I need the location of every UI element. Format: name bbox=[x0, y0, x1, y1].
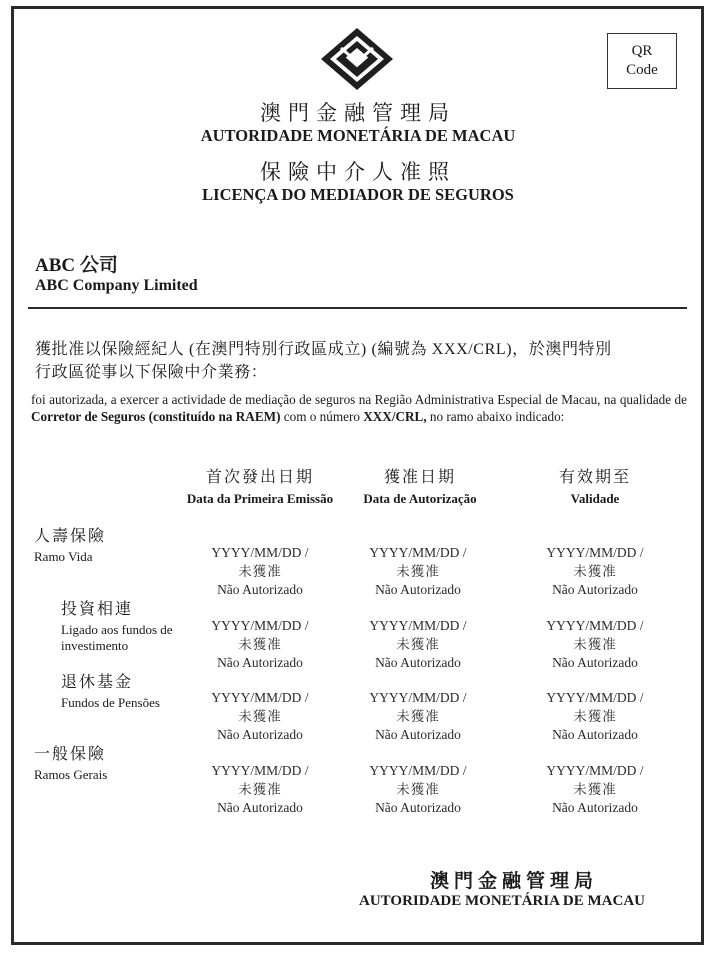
table-cell bbox=[520, 762, 670, 818]
cell-date: YYYY/MM/DD / bbox=[546, 763, 644, 778]
cell-status-pt: Não Autorizado bbox=[552, 655, 638, 670]
authority-title-zh: 澳門金融管理局 bbox=[260, 101, 456, 125]
authorization-text-zh bbox=[35, 338, 687, 384]
pt-text-part1: foi autorizada, a exercer a actividade de mediação de seguros na Região Administrativa Especial de Macau, na qualidade de bbox=[31, 392, 687, 407]
authorization-text-pt bbox=[31, 391, 687, 425]
table-cell bbox=[185, 544, 335, 600]
column-header-pt: Validade bbox=[570, 491, 620, 506]
column-header-zh: 有效期至 bbox=[558, 469, 631, 486]
cell-status-pt: Não Autorizado bbox=[375, 582, 461, 597]
cell-status-zh: 未獲准 bbox=[238, 636, 282, 652]
cell-status-zh: 未獲准 bbox=[573, 563, 617, 579]
cell-status-pt: Não Autorizado bbox=[375, 655, 461, 670]
table-cell bbox=[185, 762, 335, 818]
cell-status-pt: Não Autorizado bbox=[217, 655, 303, 670]
cell-date: YYYY/MM/DD / bbox=[546, 545, 644, 560]
cell-status-zh: 未獲准 bbox=[238, 708, 282, 724]
cell-status-zh: 未獲准 bbox=[573, 708, 617, 724]
pt-text-broker-type: Corretor de Seguros (constituído na RAEM) bbox=[31, 409, 281, 424]
cell-date: YYYY/MM/DD / bbox=[211, 690, 309, 705]
cell-status-pt: Não Autorizado bbox=[552, 582, 638, 597]
divider bbox=[28, 307, 687, 309]
row-label-general bbox=[34, 747, 107, 783]
license-title-pt: LICENÇA DO MEDIADOR DE SEGUROS bbox=[202, 185, 514, 204]
row-label-zh: 退休基金 bbox=[61, 674, 134, 691]
row-label-pt: Ligado aos fundos de investimento bbox=[61, 622, 173, 653]
cell-status-zh: 未獲准 bbox=[573, 781, 617, 797]
column-header-pt: Data de Autorização bbox=[363, 491, 477, 506]
pt-text-part2: com o número bbox=[280, 409, 364, 424]
cell-status-pt: Não Autorizado bbox=[552, 800, 638, 815]
row-label-pt: Ramos Gerais bbox=[34, 767, 108, 782]
row-label-pt: Fundos de Pensões bbox=[61, 695, 160, 710]
row-label-zh: 人壽保險 bbox=[34, 528, 107, 545]
qr-label-line1: QR bbox=[631, 43, 653, 59]
table-cell bbox=[185, 689, 335, 745]
row-label-zh: 一般保險 bbox=[34, 746, 107, 763]
cell-date: YYYY/MM/DD / bbox=[211, 763, 309, 778]
row-label-life bbox=[34, 529, 106, 565]
cell-date: YYYY/MM/DD / bbox=[546, 690, 644, 705]
table-cell bbox=[343, 617, 493, 673]
cell-status-zh: 未獲准 bbox=[396, 708, 440, 724]
column-header-zh: 獲准日期 bbox=[383, 469, 456, 486]
footer-authority-zh: 澳門金融管理局 bbox=[430, 871, 599, 892]
qr-code-placeholder bbox=[607, 33, 677, 89]
cell-status-zh: 未獲准 bbox=[396, 636, 440, 652]
cell-date: YYYY/MM/DD / bbox=[211, 618, 309, 633]
cell-status-pt: Não Autorizado bbox=[375, 727, 461, 742]
row-label-investment-linked bbox=[61, 602, 186, 654]
row-label-zh: 投資相連 bbox=[61, 601, 134, 618]
table-cell bbox=[520, 544, 670, 600]
amcm-logo-icon bbox=[319, 26, 395, 92]
column-header-validity bbox=[520, 470, 670, 507]
authorization-text-zh-line2: 行政區從事以下保險中介業務： bbox=[35, 364, 268, 381]
cell-date: YYYY/MM/DD / bbox=[369, 618, 467, 633]
cell-date: YYYY/MM/DD / bbox=[369, 690, 467, 705]
authority-title-pt: AUTORIDADE MONETÁRIA DE MACAU bbox=[200, 126, 516, 145]
cell-status-zh: 未獲准 bbox=[573, 636, 617, 652]
company-name-zh: ABC 公司 bbox=[35, 255, 118, 276]
cell-status-pt: Não Autorizado bbox=[375, 800, 461, 815]
row-label-pt: Ramo Vida bbox=[34, 549, 93, 564]
table-cell bbox=[343, 762, 493, 818]
pt-text-number: XXX/CRL, bbox=[363, 409, 427, 424]
cell-status-zh: 未獲准 bbox=[396, 781, 440, 797]
table-cell bbox=[343, 544, 493, 600]
cell-date: YYYY/MM/DD / bbox=[369, 763, 467, 778]
license-title-zh: 保險中介人准照 bbox=[260, 160, 456, 184]
table-cell bbox=[185, 617, 335, 673]
qr-label-line2: Code bbox=[626, 62, 658, 78]
column-header-authorization-date bbox=[340, 470, 500, 507]
cell-status-pt: Não Autorizado bbox=[217, 800, 303, 815]
cell-status-zh: 未獲准 bbox=[238, 563, 282, 579]
column-header-pt: Data da Primeira Emissão bbox=[186, 491, 334, 506]
column-header-zh: 首次發出日期 bbox=[205, 469, 314, 486]
cell-date: YYYY/MM/DD / bbox=[369, 545, 467, 560]
table-cell bbox=[520, 617, 670, 673]
footer-authority-pt: AUTORIDADE MONETÁRIA DE MACAU bbox=[359, 893, 645, 909]
cell-date: YYYY/MM/DD / bbox=[211, 545, 309, 560]
pt-text-part3: no ramo abaixo indicado: bbox=[426, 409, 565, 424]
cell-status-pt: Não Autorizado bbox=[217, 582, 303, 597]
table-cell bbox=[520, 689, 670, 745]
cell-status-pt: Não Autorizado bbox=[217, 727, 303, 742]
cell-status-zh: 未獲准 bbox=[396, 563, 440, 579]
cell-status-zh: 未獲准 bbox=[238, 781, 282, 797]
company-name-en: ABC Company Limited bbox=[35, 277, 198, 294]
row-label-pension-funds bbox=[61, 675, 160, 711]
cell-status-pt: Não Autorizado bbox=[552, 727, 638, 742]
cell-date: YYYY/MM/DD / bbox=[546, 618, 644, 633]
table-cell bbox=[343, 689, 493, 745]
authorization-text-zh-line1: 獲批准以保險經紀人 (在澳門特別行政區成立) (編號為 XXX/CRL)，於澳門特別 bbox=[35, 341, 612, 358]
column-header-first-issue bbox=[185, 470, 335, 507]
